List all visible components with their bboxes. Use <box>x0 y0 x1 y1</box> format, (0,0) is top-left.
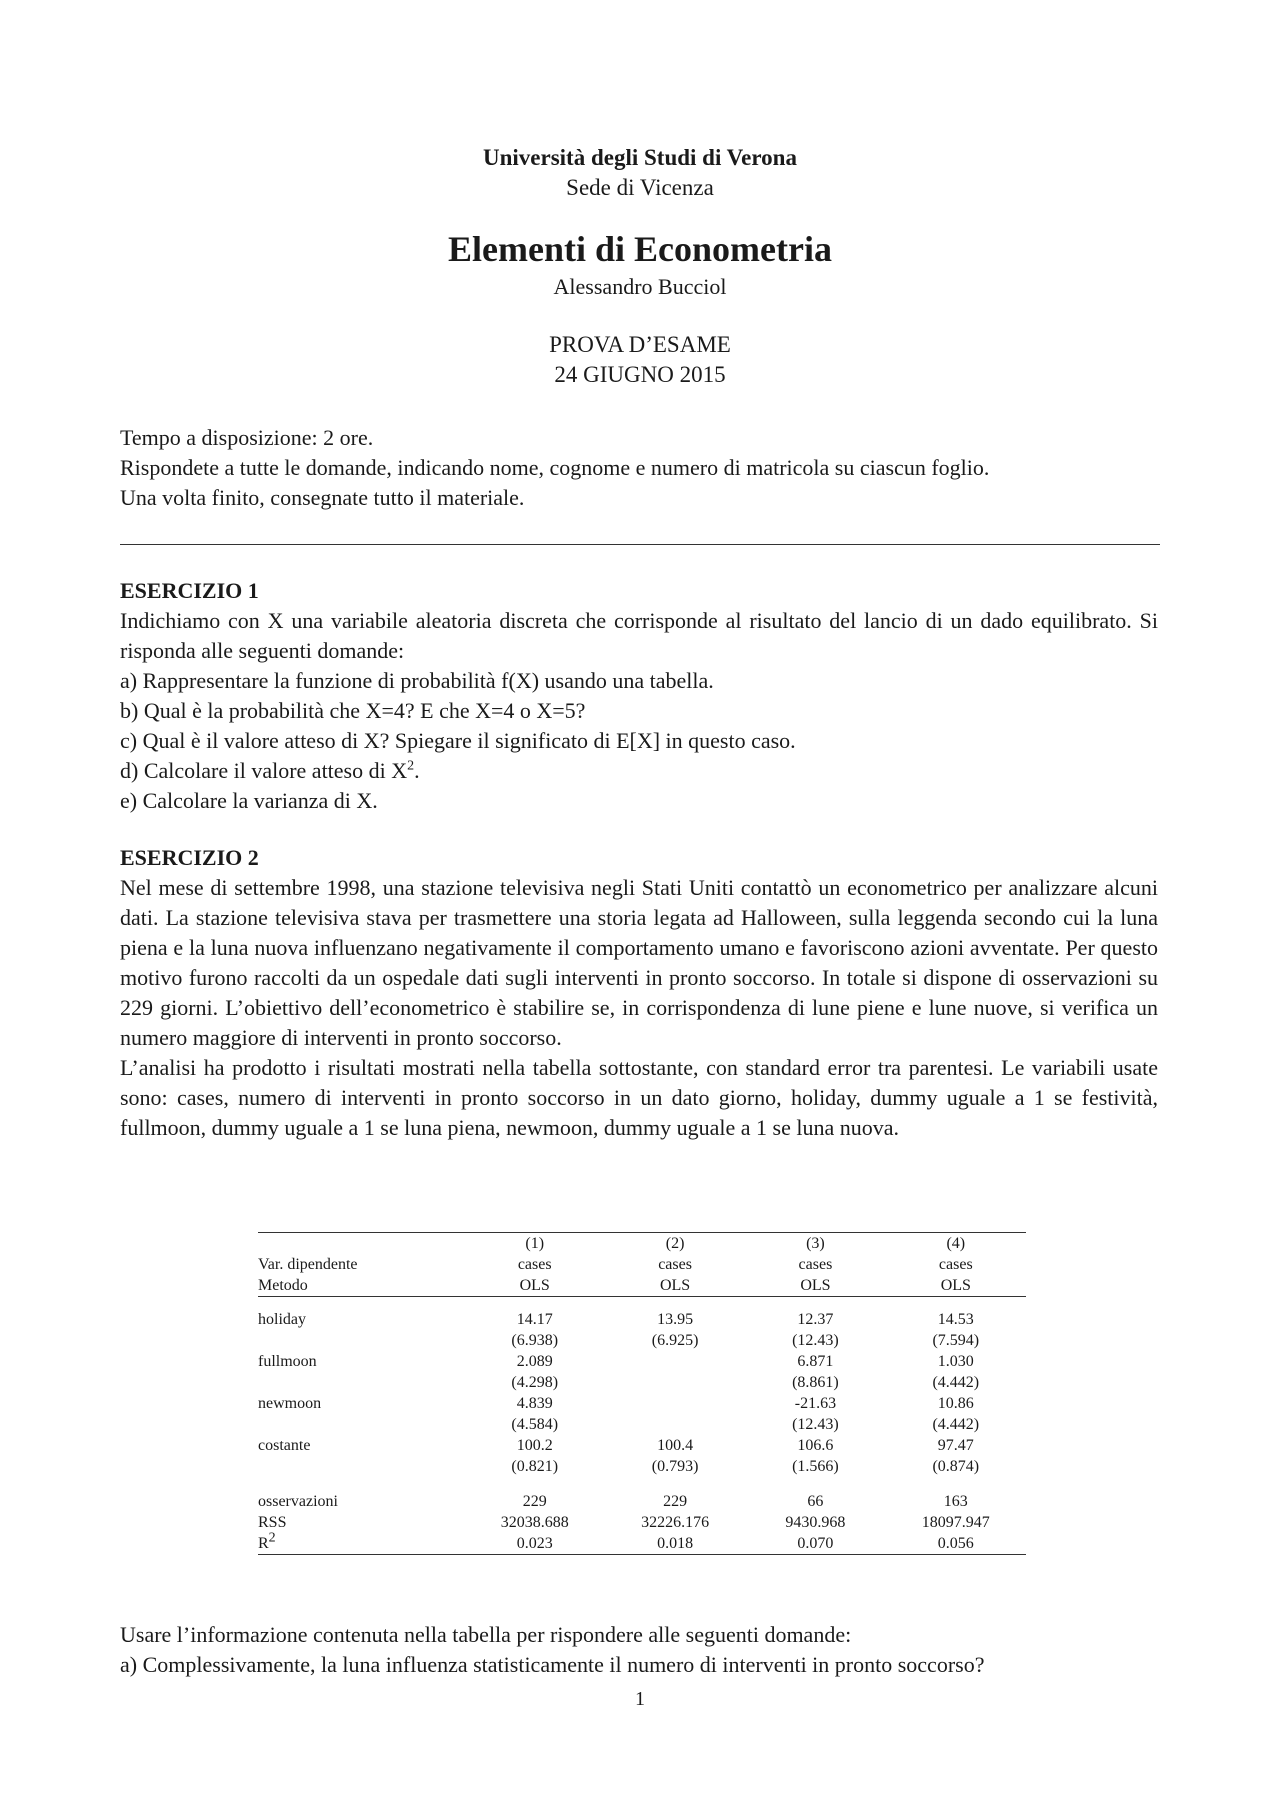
exercise-2-paragraph: L’analisi ha prodotto i risultati mostrati nella tabella sottostante, con standard error tra parentesi. Le variabili usate sono: cases, numero di interventi in pronto soccorso in un dato giorno, holiday, dummy uguale a 1 se festività, fullmoon, dummy uguale a 1 se luna piena, newmoon, dummy uguale a 1 se luna nuova. <box>120 1055 1158 1140</box>
table-cell: 12.37 <box>797 1311 834 1328</box>
table-cell: (12.43) <box>792 1416 839 1433</box>
exercise-1 <box>120 576 1158 816</box>
table-cell: 18097.947 <box>921 1514 990 1531</box>
table-cell: 0.018 <box>605 1533 745 1555</box>
table-row <box>258 1330 1026 1351</box>
column-number: (2) <box>605 1233 745 1255</box>
row-label: RSS <box>258 1514 287 1531</box>
page-number: 1 <box>635 1688 645 1710</box>
row-label: costante <box>258 1437 311 1454</box>
table-cell: (8.861) <box>792 1374 839 1391</box>
question-item: a) Complessivamente, la luna influenza statisticamente il numero di interventi in pronto soccorso? <box>120 1652 985 1677</box>
table-cell: 100.4 <box>657 1437 694 1454</box>
regression-table <box>258 1232 1026 1555</box>
table-cell: (1.566) <box>792 1458 839 1475</box>
table-cell: 32226.176 <box>641 1514 710 1531</box>
table-cell: 13.95 <box>657 1311 694 1328</box>
exercise-1-item-d-text: d) Calcolare il valore atteso di X <box>120 758 408 783</box>
table-cell: 229 <box>663 1493 688 1510</box>
table-cell: (7.594) <box>932 1332 980 1349</box>
column-number: (4) <box>886 1233 1026 1255</box>
table-cell: 2.089 <box>516 1353 553 1370</box>
table-cell: 1.030 <box>937 1353 974 1370</box>
table-cell: 97.47 <box>937 1437 974 1454</box>
table-row <box>258 1372 1026 1393</box>
table-cell: 0.056 <box>886 1533 1026 1555</box>
r-squared-label: R <box>258 1535 269 1552</box>
table-cell: (4.584) <box>511 1416 559 1433</box>
questions <box>120 1620 1158 1680</box>
table-cell: (12.43) <box>792 1332 839 1349</box>
table-cell: -21.63 <box>794 1395 837 1412</box>
table-row <box>258 1351 1026 1372</box>
exercise-1-item: c) Qual è il valore atteso di X? Spiegare il significato di E[X] in questo caso. <box>120 728 796 753</box>
table-cell: (4.298) <box>511 1374 559 1391</box>
exercise-2-title: ESERCIZIO 2 <box>120 845 259 870</box>
campus-name: Sede di Vicenza <box>566 175 714 200</box>
table-cell: OLS <box>886 1275 1026 1297</box>
divider <box>120 544 1160 545</box>
row-label: holiday <box>258 1311 306 1328</box>
table-cell: cases <box>517 1256 552 1273</box>
table-row <box>258 1456 1026 1477</box>
table-cell: 14.17 <box>516 1311 553 1328</box>
table-row <box>258 1309 1026 1330</box>
table-cell: 10.86 <box>937 1395 974 1412</box>
table-header-row <box>258 1233 1026 1255</box>
exam-date: 24 GIUGNO 2015 <box>554 362 726 387</box>
row-label: osservazioni <box>258 1493 338 1510</box>
row-label: newmoon <box>258 1395 322 1412</box>
exercise-1-item: a) Rappresentare la funzione di probabilità f(X) usando una tabella. <box>120 668 714 693</box>
table-cell: OLS <box>745 1275 885 1297</box>
stats-row <box>258 1533 1026 1555</box>
table-header-row <box>258 1254 1026 1275</box>
table-cell: (0.793) <box>651 1458 699 1475</box>
exercise-1-title: ESERCIZIO 1 <box>120 578 259 603</box>
question-intro: Usare l’informazione contenuta nella tabella per rispondere alle seguenti domande: <box>120 1622 852 1647</box>
table-cell: OLS <box>605 1275 745 1297</box>
table-cell: OLS <box>465 1275 605 1297</box>
table-row <box>258 1393 1026 1414</box>
table-cell: (6.925) <box>651 1332 699 1349</box>
stats-row <box>258 1512 1026 1533</box>
table-cell: 100.2 <box>516 1437 553 1454</box>
table-cell: cases <box>798 1256 833 1273</box>
instruction-line: Tempo a disposizione: 2 ore. <box>120 425 374 450</box>
row-label: Var. dipendente <box>258 1256 358 1273</box>
row-label <box>258 1530 465 1555</box>
instruction-line: Rispondete a tutte le domande, indicando nome, cognome e numero di matricola su ciascun foglio. <box>120 455 990 480</box>
stats-row <box>258 1491 1026 1512</box>
instructions <box>120 423 1158 513</box>
exercise-1-item: e) Calcolare la varianza di X. <box>120 788 378 813</box>
instruction-line: Una volta finito, consegnate tutto il materiale. <box>120 485 525 510</box>
table-cell: 106.6 <box>797 1437 834 1454</box>
exam-title: PROVA D’ESAME <box>549 332 731 357</box>
table-cell: 0.023 <box>465 1533 605 1555</box>
table-header-row <box>258 1275 1026 1297</box>
table-cell: 6.871 <box>797 1353 834 1370</box>
table-cell: (4.442) <box>932 1374 980 1391</box>
row-label: Metodo <box>258 1275 465 1297</box>
table-cell: 14.53 <box>937 1311 974 1328</box>
course-title: Elementi di Econometria <box>448 229 832 269</box>
table-cell: (6.938) <box>511 1332 559 1349</box>
exercise-1-item-d-end: . <box>414 758 420 783</box>
exercise-1-item: b) Qual è la probabilità che X=4? E che X=4 o X=5? <box>120 698 586 723</box>
table-row <box>258 1414 1026 1435</box>
table-cell: 32038.688 <box>500 1514 569 1531</box>
table-cell <box>605 1393 745 1414</box>
table-cell: 66 <box>807 1493 824 1510</box>
table-cell: (0.874) <box>932 1458 980 1475</box>
exercise-1-item <box>120 756 1158 786</box>
column-number: (1) <box>465 1233 605 1255</box>
table-cell: 163 <box>943 1493 968 1510</box>
table-cell: 4.839 <box>516 1395 553 1412</box>
university-name: Università degli Studi di Verona <box>483 145 797 170</box>
table-cell: cases <box>658 1256 692 1273</box>
exercise-2-paragraph: Nel mese di settembre 1998, una stazione televisiva negli Stati Uniti contattò un econometrico per analizzare alcuni dati. La stazione televisiva stava per trasmettere una storia legata ad Halloween, sulla leggenda secondo cui la luna piena e la luna nuova influenzano negativamente il comportamento umano e favoriscono azioni avventate. Per questo motivo furono raccolti da un ospedale dati sugli interventi in pronto soccorso. In totale si dispone di osservazioni su 229 giorni. L’obiettivo dell’econometrico è stabilire se, in corrispondenza di lune piene e lune nuove, si verifica un numero maggiore di interventi in pronto soccorso. <box>120 875 1158 1050</box>
table-cell <box>605 1414 745 1435</box>
table-cell: (0.821) <box>511 1458 559 1475</box>
column-number: (3) <box>745 1233 885 1255</box>
table-cell: 229 <box>522 1493 547 1510</box>
exponent: 2 <box>268 1530 276 1546</box>
table-cell <box>605 1372 745 1393</box>
author-name: Alessandro Bucciol <box>553 274 727 299</box>
table-cell: 0.070 <box>745 1533 885 1555</box>
table-cell: (4.442) <box>932 1416 980 1433</box>
table-cell: 9430.968 <box>785 1514 846 1531</box>
row-label: fullmoon <box>258 1353 317 1370</box>
exercise-2 <box>120 843 1158 1143</box>
table-cell <box>605 1351 745 1372</box>
table-row <box>258 1435 1026 1456</box>
exercise-1-intro: Indichiamo con X una variabile aleatoria discreta che corrisponde al risultato del lancio di un dado equilibrato. Si risponda alle seguenti domande: <box>120 608 1158 663</box>
table-cell: cases <box>938 1256 973 1273</box>
exponent: 2 <box>407 758 415 774</box>
